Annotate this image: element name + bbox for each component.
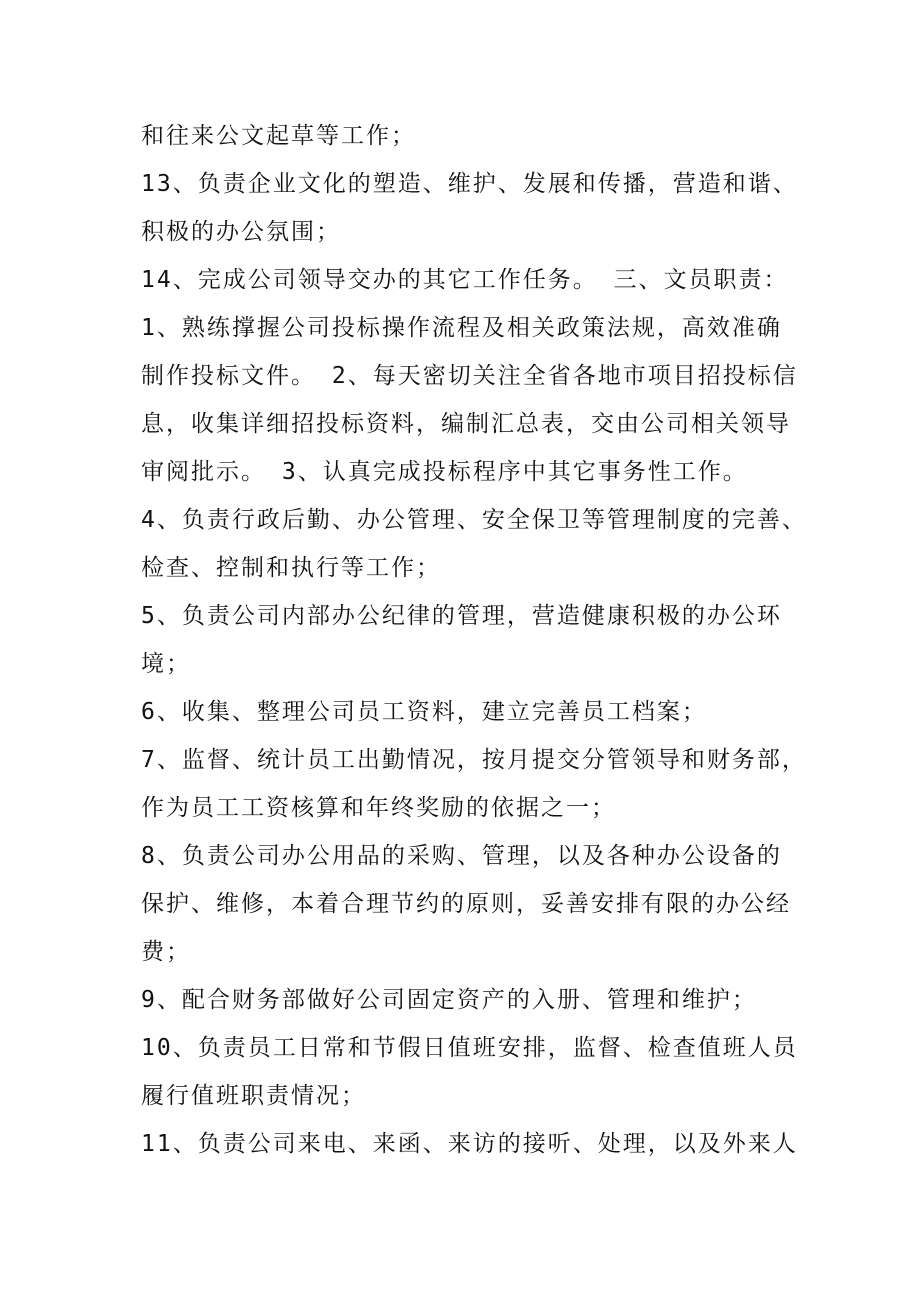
text-line: 11、负责公司来电、来函、来访的接听、处理，以及外来人: [141, 1131, 798, 1157]
text-line: 审阅批示。 3、认真完成投标程序中其它事务性工作。: [141, 459, 748, 485]
text-line: 境；: [141, 651, 191, 677]
text-line: 4、负责行政后勤、办公管理、安全保卫等管理制度的完善、: [141, 507, 807, 533]
text-line: 14、完成公司领导交办的其它工作任务。 三、文员职责：: [141, 267, 789, 293]
text-line: 积极的办公氛围；: [141, 219, 341, 245]
text-line: 费；: [141, 939, 191, 965]
text-line: 检查、控制和执行等工作；: [141, 555, 441, 581]
text-line: 13、负责企业文化的塑造、维护、发展和传播，营造和谐、: [141, 171, 798, 197]
text-line: 息，收集详细招投标资料，编制汇总表，交由公司相关领导: [141, 411, 791, 437]
text-line: 9、配合财务部做好公司固定资产的入册、管理和维护；: [141, 987, 757, 1013]
text-line: 8、负责公司办公用品的采购、管理，以及各种办公设备的: [141, 843, 782, 869]
text-line: 作为员工工资核算和年终奖励的依据之一；: [141, 795, 616, 821]
text-line: 7、监督、统计员工出勤情况，按月提交分管领导和财务部，: [141, 747, 807, 773]
text-line: 10、负责员工日常和节假日值班安排，监督、检查值班人员: [141, 1035, 798, 1061]
text-line: 保护、维修，本着合理节约的原则，妥善安排有限的办公经: [141, 891, 791, 917]
text-line: 1、熟练撑握公司投标操作流程及相关政策法规，高效准确: [141, 315, 782, 341]
text-line: 5、负责公司内部办公纪律的管理，营造健康积极的办公环: [141, 603, 782, 629]
text-line: 6、收集、整理公司员工资料，建立完善员工档案；: [141, 699, 707, 725]
text-line: 履行值班职责情况；: [141, 1083, 366, 1109]
document-body: [141, 112, 811, 1168]
text-line: 制作投标文件。 2、每天密切关注全省各地市项目招投标信: [141, 363, 798, 389]
text-line: 和往来公文起草等工作；: [141, 123, 416, 149]
